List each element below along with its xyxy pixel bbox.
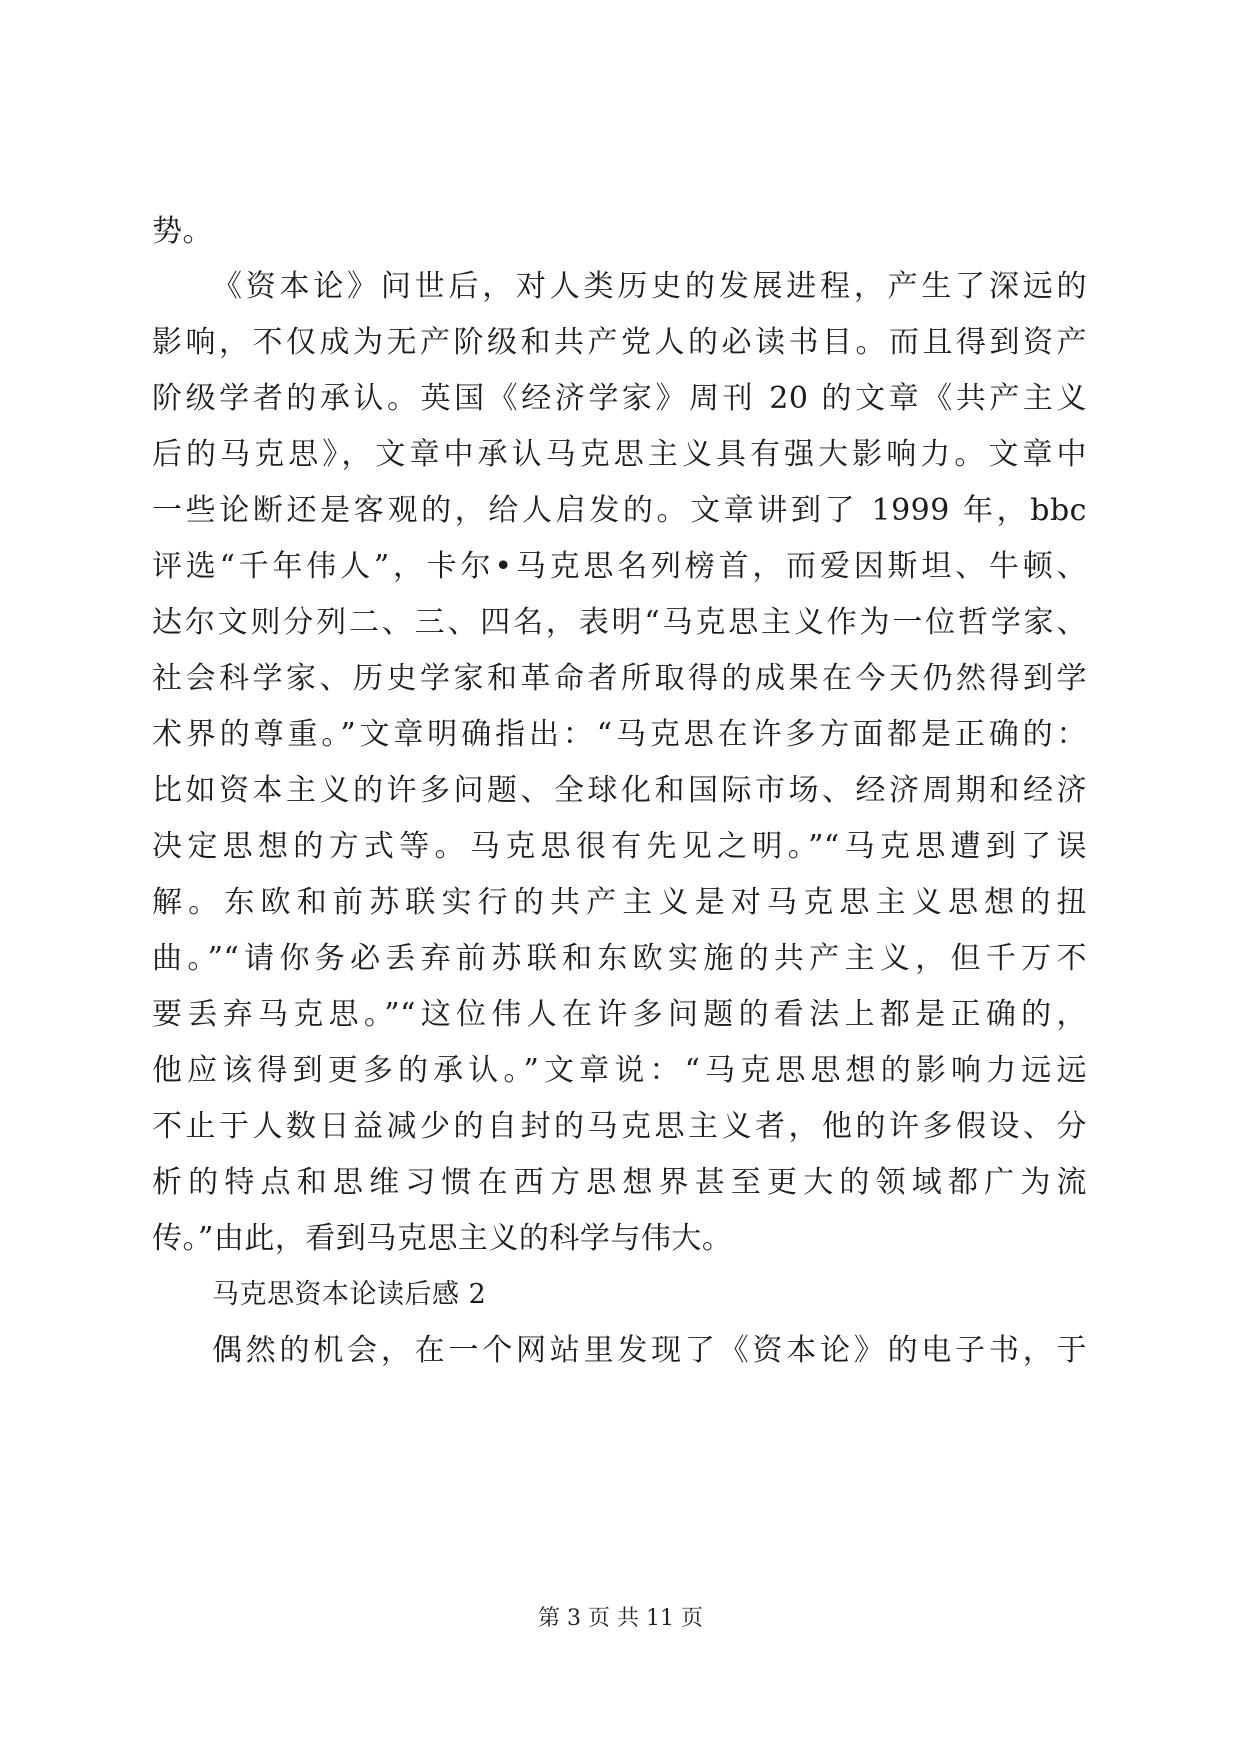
paragraph-line: 决定思想的方式等。马克思很有先见之明。”“马克思遭到了误 bbox=[152, 829, 1087, 864]
paragraph-line: 曲。”“请你务必丢弃前苏联和东欧实施的共产主义，但千万不 bbox=[152, 941, 1087, 976]
paragraph-line: 《资本论》问世后，对人类历史的发展进程，产生了深远的 bbox=[212, 269, 1087, 304]
section-heading: 马克思资本论读后感 2 bbox=[212, 1279, 487, 1310]
paragraph-line: 势。 bbox=[152, 214, 213, 249]
paragraph-line: 要丢弃马克思。”“这位伟人在许多问题的看法上都是正确的， bbox=[152, 997, 1087, 1032]
paragraph-line: 比如资本主义的许多问题、全球化和国际市场、经济周期和经济 bbox=[152, 773, 1087, 808]
paragraph-line: 术界的尊重。”文章明确指出：“马克思在许多方面都是正确的： bbox=[152, 717, 1087, 752]
paragraph-line: 社会科学家、历史学家和革命者所取得的成果在今天仍然得到学 bbox=[152, 661, 1087, 696]
paragraph-line: 不止于人数日益减少的自封的马克思主义者，他的许多假设、分 bbox=[152, 1109, 1087, 1144]
paragraph-line: 析的特点和思维习惯在西方思想界甚至更大的领域都广为流 bbox=[152, 1165, 1087, 1200]
paragraph-line: 影响，不仅成为无产阶级和共产党人的必读书目。而且得到资产 bbox=[152, 325, 1087, 360]
paragraph-line: 传。”由此，看到马克思主义的科学与伟大。 bbox=[152, 1221, 733, 1256]
paragraph-line: 达尔文则分列二、三、四名，表明“马克思主义作为一位哲学家、 bbox=[152, 605, 1087, 640]
paragraph-line: 评选“千年伟人”，卡尔•马克思名列榜首，而爱因斯坦、牛顿、 bbox=[152, 549, 1087, 584]
page-footer: 第 3 页 共 11 页 bbox=[538, 1606, 703, 1631]
paragraph-line: 后的马克思》，文章中承认马克思主义具有强大影响力。文章中 bbox=[152, 437, 1087, 472]
paragraph-line: 偶然的机会，在一个网站里发现了《资本论》的电子书，于 bbox=[212, 1333, 1087, 1368]
paragraph-line: 一些论断还是客观的，给人启发的。文章讲到了 1999 年，bbc bbox=[152, 493, 1087, 528]
paragraph-line: 阶级学者的承认。英国《经济学家》周刊 20 的文章《共产主义 bbox=[152, 381, 1087, 416]
paragraph-line: 他应该得到更多的承认。”文章说：“马克思思想的影响力远远 bbox=[152, 1053, 1087, 1088]
paragraph-line: 解。东欧和前苏联实行的共产主义是对马克思主义思想的扭 bbox=[152, 885, 1087, 920]
